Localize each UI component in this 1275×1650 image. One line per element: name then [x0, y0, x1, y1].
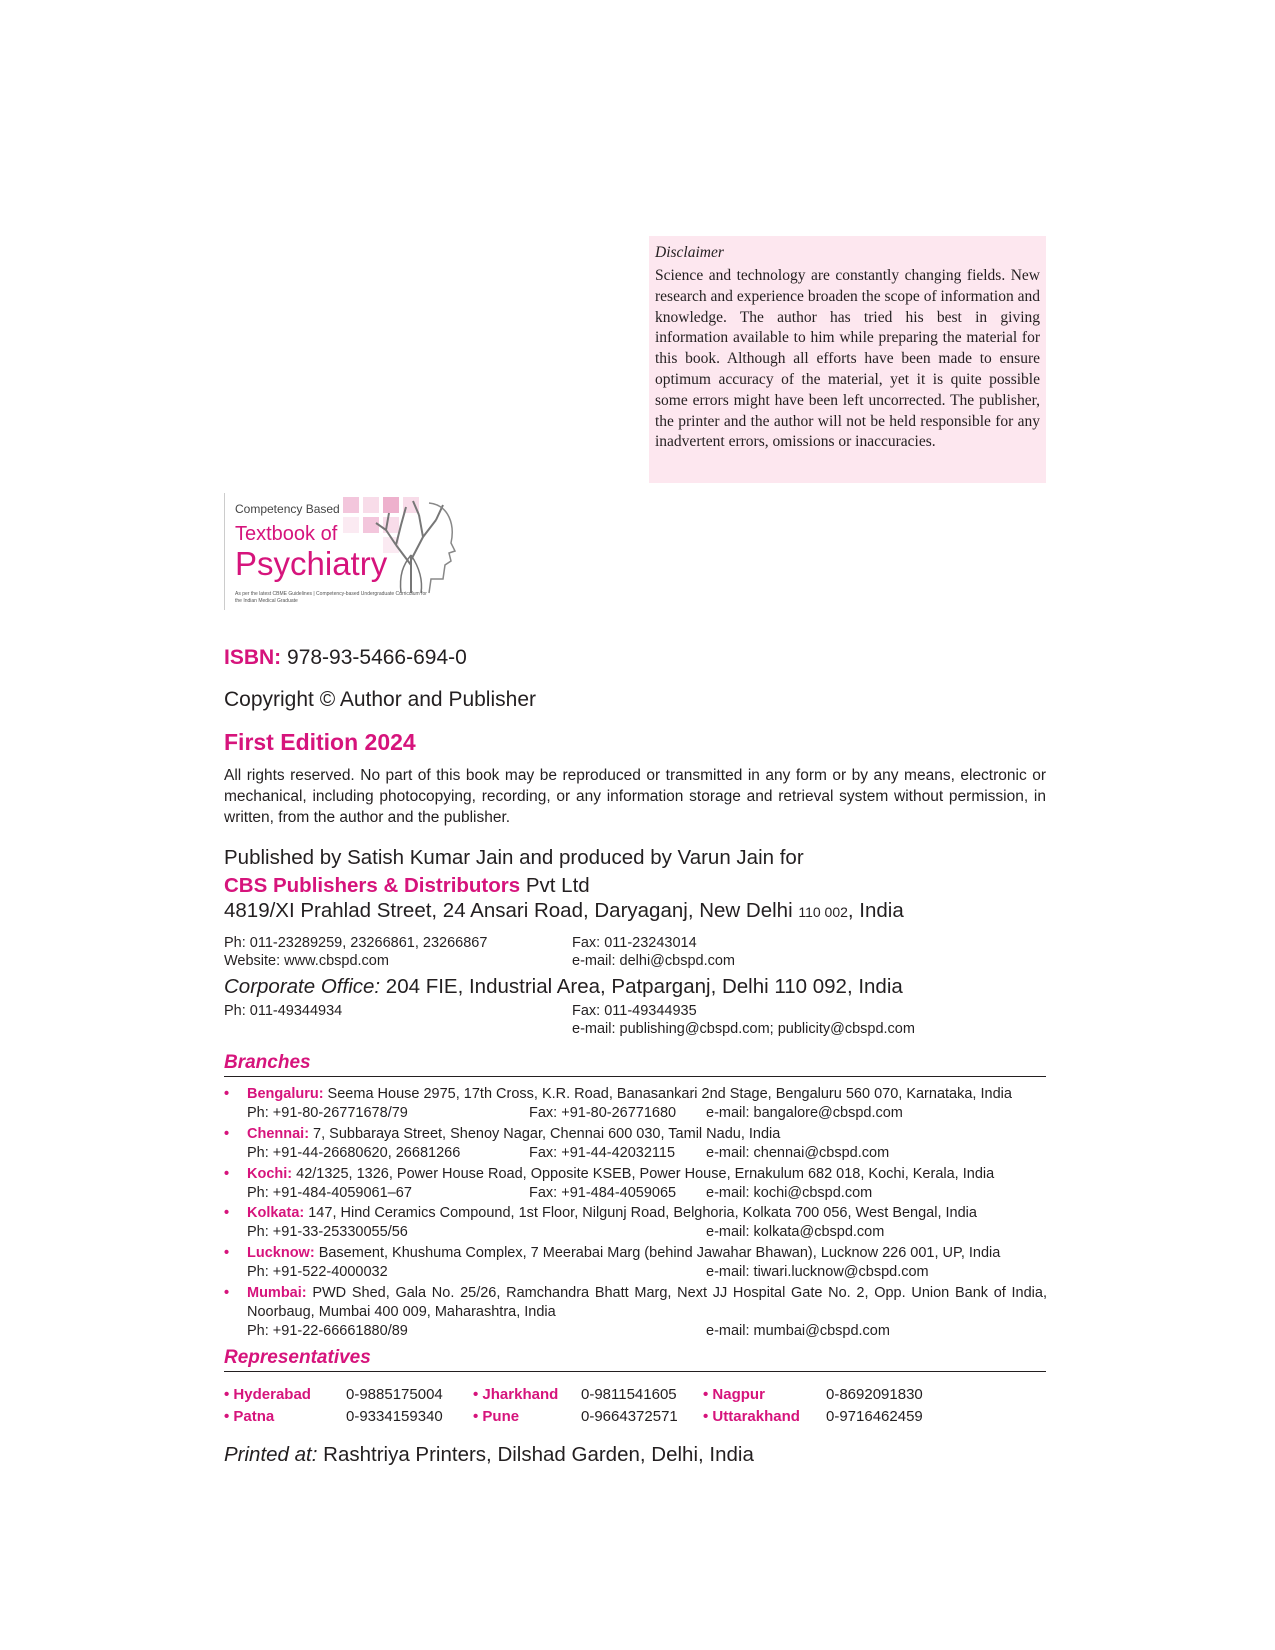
bullet-icon: • [224, 1086, 230, 1102]
cover-title-line2: Psychiatry [235, 545, 388, 582]
published-by: Published by Satish Kumar Jain and produced by Varun Jain for [224, 846, 804, 869]
isbn-label: ISBN: [224, 646, 282, 669]
disclaimer-box [649, 236, 1046, 483]
branch-phone: Ph: +91-80-26771678/79 [247, 1105, 408, 1121]
rep-phone: 0-9885175004 [346, 1386, 443, 1403]
branch-email: e-mail: kolkata@cbspd.com [706, 1224, 885, 1240]
printed-at-line [224, 1443, 754, 1467]
cover-subtitle: Competency Based [235, 502, 340, 516]
bullet-icon: • [224, 1285, 230, 1301]
branch-address: 7, Subbaraya Street, Shenoy Nagar, Chennai 600 030, Tamil Nadu, India [309, 1126, 781, 1142]
corporate-label: Corporate Office: [224, 975, 381, 998]
publisher-fax: Fax: 011-23243014 [572, 935, 697, 951]
isbn-value: 978-93-5466-694-0 [287, 646, 467, 669]
rights-paragraph: All rights reserved. No part of this book may be reproduced or transmitted in any form or by any means, electronic or mechanical, including photocopying, recording, or any information storage and retrieval system without permission, in written, from the author and the publisher. [224, 767, 1046, 826]
corporate-address: 204 FIE, Industrial Area, Patparganj, Delhi 110 092, India [380, 975, 903, 998]
branch-address: Seema House 2975, 17th Cross, K.R. Road, Banasankari 2nd Stage, Bengaluru 560 070, Karnataka, India [323, 1086, 1012, 1102]
branch-email: e-mail: mumbai@cbspd.com [706, 1323, 890, 1339]
disclaimer-body: Science and technology are constantly changing fields. New research and experience broaden the scope of information and knowledge. The author has tried his best in giving information available to him while preparing the material for this book. Although all efforts have been made to ensure optimum accuracy of the material, yet it is quite possible some errors might have been left uncorrected. The publisher, the printer and the author will not be held responsible for any inadvertent errors, omissions or inaccuracies. [655, 267, 1040, 451]
rep-phone: 0-9811541605 [581, 1386, 677, 1403]
rep-item: • Uttarakhand [703, 1408, 800, 1425]
rep-city: Patna [233, 1408, 275, 1425]
branch-fax: Fax: +91-44-42032115 [529, 1145, 676, 1161]
publisher-email: e-mail: delhi@cbspd.com [572, 953, 736, 969]
branch-city: Chennai: [247, 1126, 310, 1142]
publisher-name-line [224, 874, 590, 898]
branch-phone: Ph: +91-522-4000032 [247, 1264, 388, 1280]
address-pin: 110 002 [798, 904, 848, 920]
branch-city: Bengaluru: [247, 1086, 324, 1102]
copyright-line: Copyright © Author and Publisher [224, 688, 536, 711]
corporate-fax: Fax: 011-49344935 [572, 1003, 697, 1019]
branch-city: Kolkata: [247, 1205, 305, 1221]
publisher-phone: Ph: 011-23289259, 23266861, 23266867 [224, 935, 488, 951]
branch-phone: Ph: +91-44-26680620, 26681266 [247, 1145, 461, 1161]
branch-email: e-mail: bangalore@cbspd.com [706, 1105, 903, 1121]
rep-item: • Pune [473, 1408, 520, 1425]
publisher-name: CBS Publishers & Distributors [224, 874, 521, 897]
branch-email: e-mail: chennai@cbspd.com [706, 1145, 890, 1161]
rep-item: • Hyderabad [224, 1386, 311, 1403]
rep-city: Hyderabad [233, 1386, 311, 1403]
rep-phone: 0-8692091830 [826, 1386, 923, 1403]
disclaimer-title: Disclaimer [655, 244, 724, 261]
branch-email: e-mail: kochi@cbspd.com [706, 1185, 873, 1201]
bullet-icon: • [224, 1245, 230, 1261]
rep-city: Uttarakhand [712, 1408, 800, 1425]
branch-address: PWD Shed, Gala No. 25/26, Ramchandra Bhatt Marg, Next JJ Hospital Gate No. 2, Opp. Union Bank of India, Noorbaug, Mumbai 400 009, Maharashtra, India [247, 1285, 1047, 1320]
branch-address: 42/1325, 1326, Power House Road, Opposite KSEB, Power House, Ernakulum 682 018, Kochi, Kerala, India [292, 1166, 995, 1182]
bullet-icon: • [224, 1126, 230, 1142]
rep-city: Nagpur [712, 1386, 765, 1403]
bullet-icon: • [224, 1205, 230, 1221]
branch-address: 147, Hind Ceramics Compound, 1st Floor, Nilgunj Road, Belghoria, Kolkata 700 056, West Bengal, India [304, 1205, 977, 1221]
branch-city: Lucknow: [247, 1245, 315, 1261]
publisher-address [224, 899, 904, 923]
branches-heading: Branches [224, 1052, 1046, 1077]
bullet-icon: • [224, 1166, 230, 1182]
rep-item: • Jharkhand [473, 1386, 559, 1403]
branch-phone: Ph: +91-22-66661880/89 [247, 1323, 408, 1339]
rep-phone: 0-9664372571 [581, 1408, 678, 1425]
branch-phone: Ph: +91-484-4059061–67 [247, 1185, 412, 1201]
publisher-suffix: Pvt Ltd [520, 874, 590, 897]
branch-fax: Fax: +91-484-4059065 [529, 1185, 677, 1201]
cover-title-line1: Textbook of [235, 523, 338, 545]
edition-line: First Edition 2024 [224, 729, 416, 755]
cover-caption: As per the latest CBME Guidelines | Competency-based Undergraduate Curriculum for the Indian Medical Graduate [235, 591, 427, 604]
rep-city: Pune [482, 1408, 520, 1425]
branch-phone: Ph: +91-33-25330055/56 [247, 1224, 408, 1240]
corporate-office-line [224, 975, 903, 999]
printed-value: Rashtriya Printers, Dilshad Garden, Delhi, India [317, 1443, 754, 1466]
corporate-email: e-mail: publishing@cbspd.com; publicity@cbspd.com [572, 1021, 915, 1037]
rep-phone: 0-9334159340 [346, 1408, 443, 1425]
representatives-heading: Representatives [224, 1347, 1046, 1372]
branch-fax: Fax: +91-80-26771680 [529, 1105, 677, 1121]
printed-label: Printed at: [224, 1443, 318, 1466]
corporate-phone: Ph: 011-49344934 [224, 1003, 343, 1019]
branch-city: Kochi: [247, 1166, 293, 1182]
isbn-line [224, 646, 467, 670]
rep-city: Jharkhand [482, 1386, 559, 1403]
address-main: 4819/XI Prahlad Street, 24 Ansari Road, Daryaganj, New Delhi [224, 899, 799, 922]
book-cover-thumbnail [224, 493, 463, 610]
branch-address: Basement, Khushuma Complex, 7 Meerabai Marg (behind Jawahar Bhawan), Lucknow 226 001, UP, India [314, 1245, 1001, 1261]
rep-item: • Patna [224, 1408, 275, 1425]
rep-phone: 0-9716462459 [826, 1408, 923, 1425]
address-country: , India [847, 899, 904, 922]
rep-item: • Nagpur [703, 1386, 765, 1403]
branch-email: e-mail: tiwari.lucknow@cbspd.com [706, 1264, 929, 1280]
publisher-website: Website: www.cbspd.com [224, 953, 389, 969]
branch-city: Mumbai: [247, 1285, 307, 1301]
